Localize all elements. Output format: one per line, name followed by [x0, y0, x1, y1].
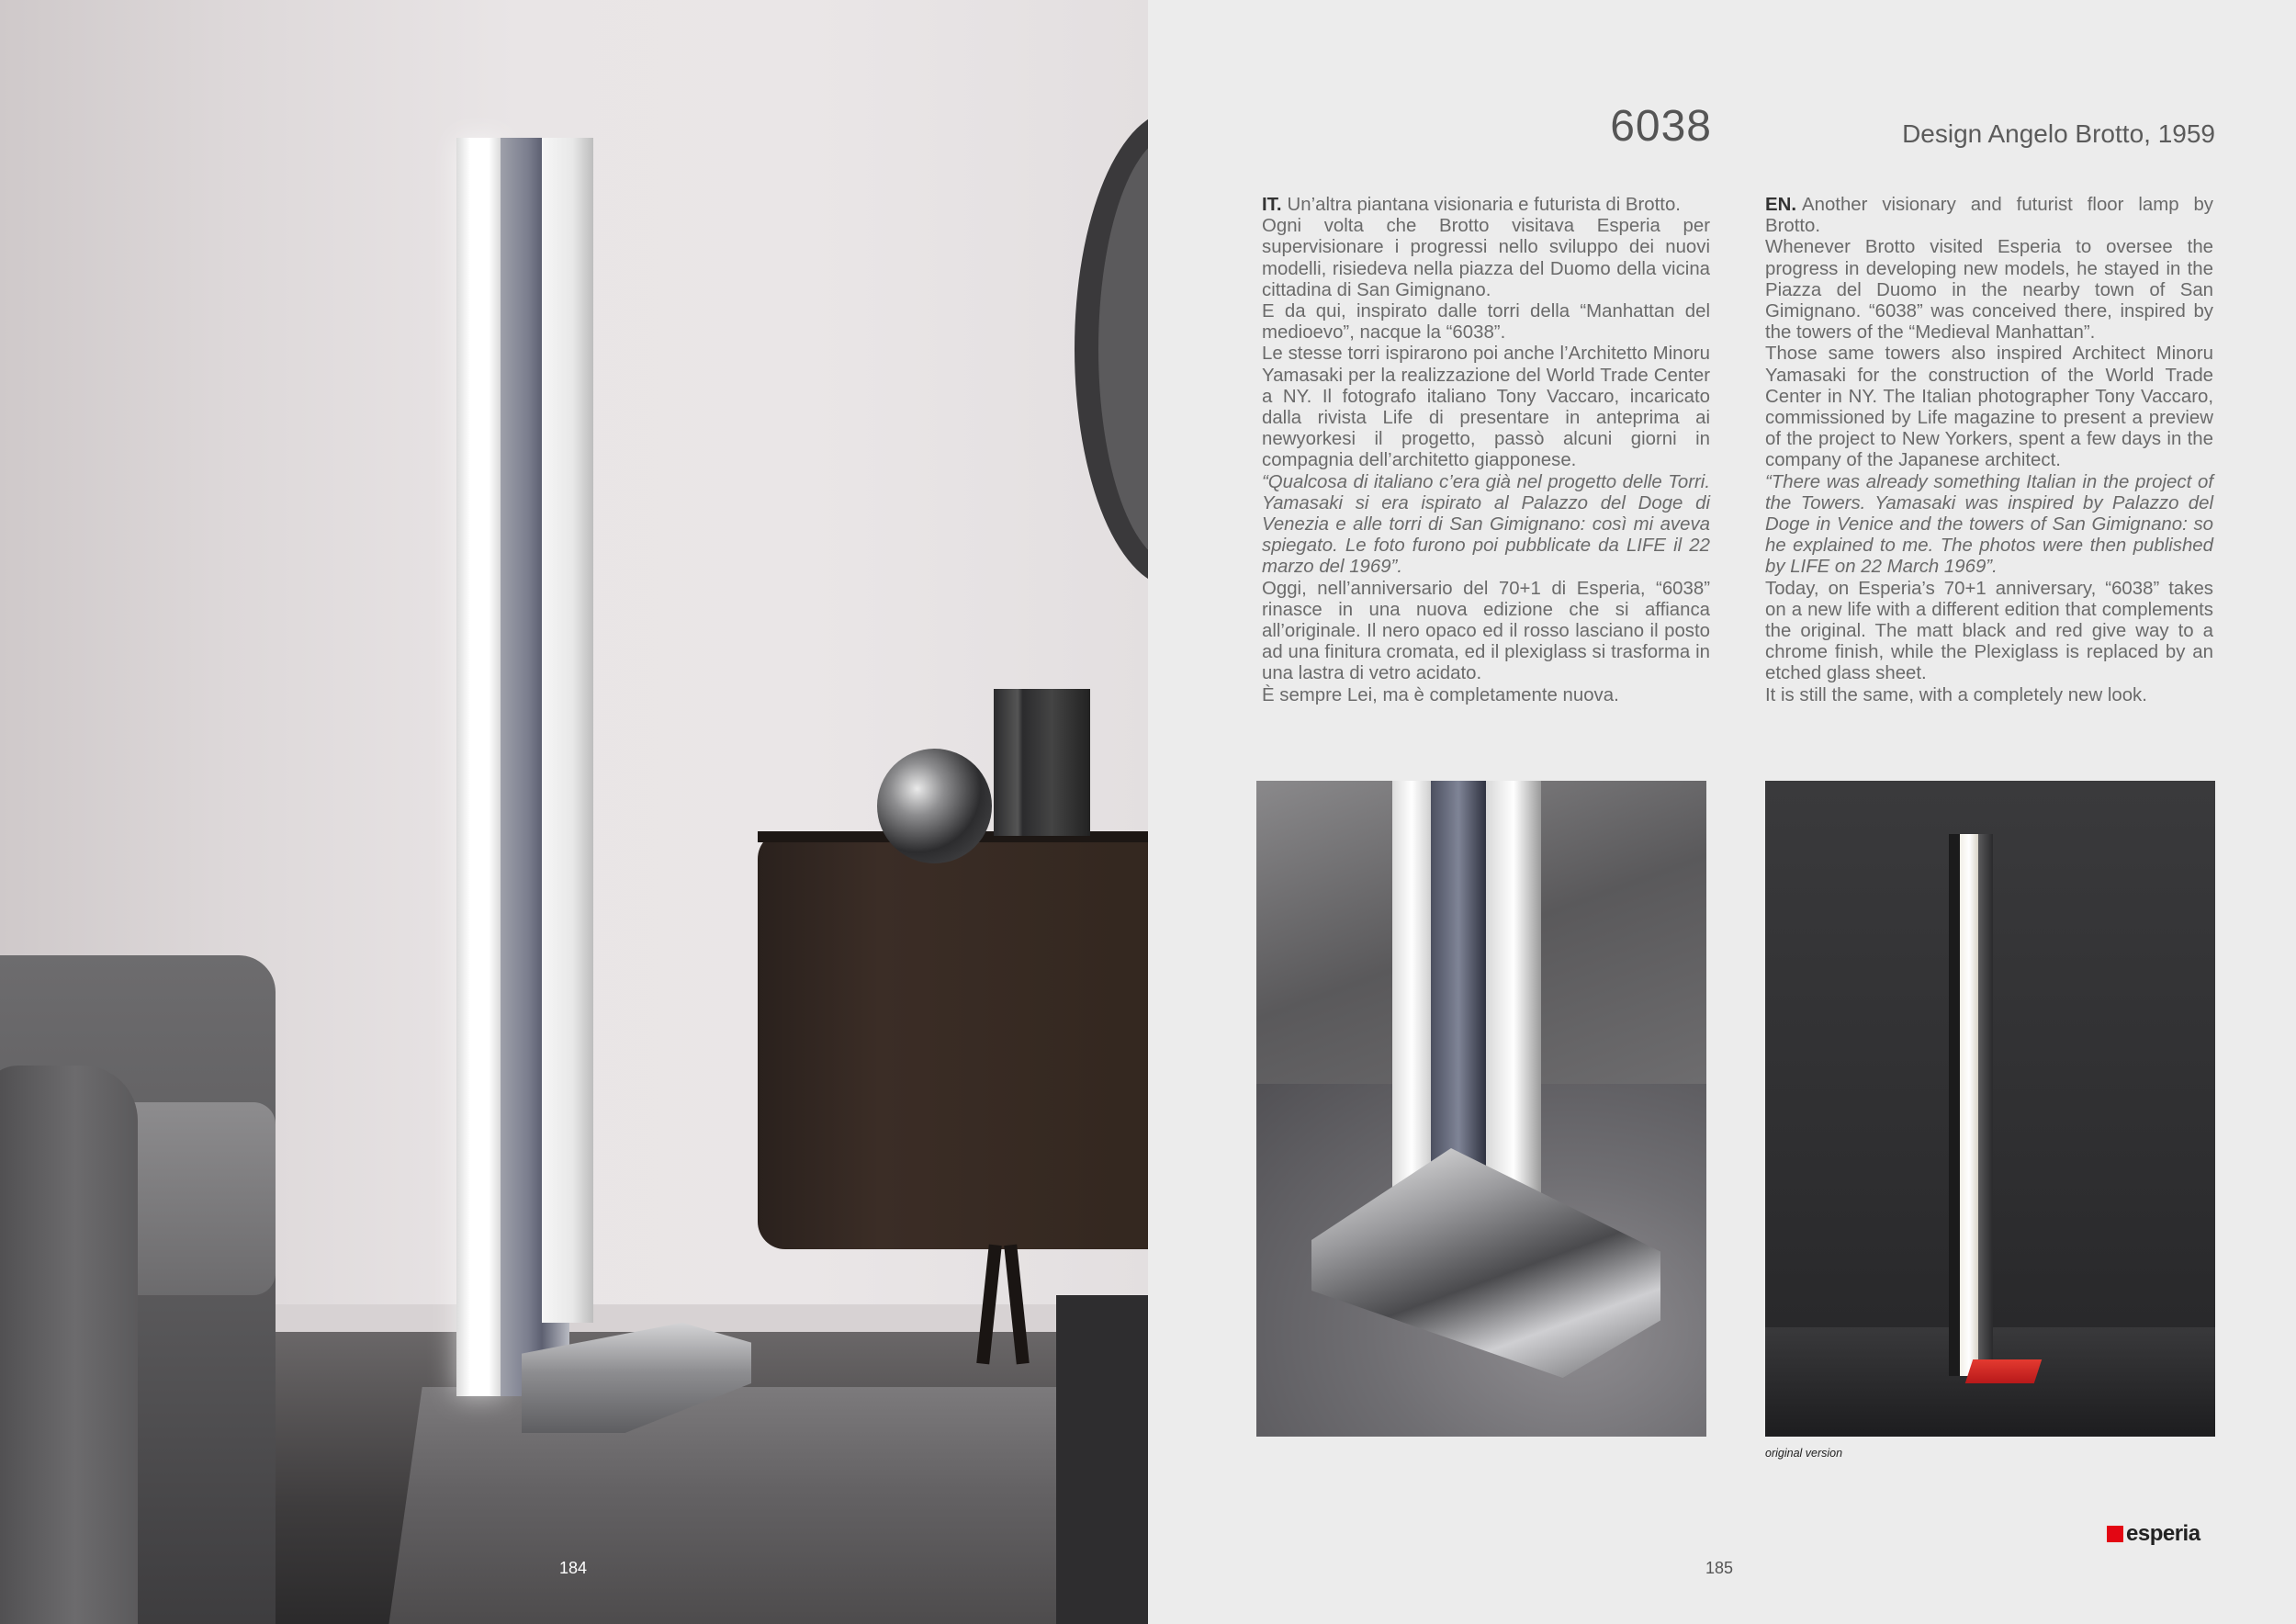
lamp-panel [1392, 781, 1431, 1212]
language-label-it: IT. [1262, 195, 1282, 215]
paragraph: E da qui, inspirato dalle torri della “Manhattan del medioevo”, nacque la “6038”. [1262, 301, 1710, 344]
paragraph: Today, on Esperia’s 70+1 anniversary, “6038” takes on a new life with a different edition that complements the original. The matt black and red give way to a chrome finish, while the Plexiglass is replaced by an etched glass sheet. [1765, 578, 2213, 684]
lamp-edge-panel [542, 138, 593, 1323]
italian-text-column [1262, 195, 1710, 706]
paragraph: Those same towers also inspired Architect Minoru Yamasaki for the construction of the World Trade Center in NY. The Italian photographer Tony Vaccaro, commissioned by Life magazine to present a preview of the project to New Yorkers, spent a few days in the company of the Japanese architect. [1765, 344, 2213, 471]
language-label-en: EN. [1765, 195, 1796, 215]
chrome-sphere-decor [877, 749, 992, 863]
lamp-side-panel [1978, 834, 1993, 1376]
paragraph: È sempre Lei, ma è completamente nuova. [1262, 684, 1619, 705]
round-mirror [1075, 110, 1148, 588]
sofa-arm [0, 1066, 138, 1624]
page-number-left: 184 [559, 1559, 588, 1577]
lamp-red-base [1965, 1359, 2042, 1383]
photo-caption: original version [1765, 1447, 1843, 1460]
sideboard-cabinet [758, 831, 1148, 1249]
lamp-light-panel [456, 138, 502, 1396]
books-decor [994, 689, 1090, 836]
logo-wordmark: esperia [2126, 1521, 2200, 1546]
design-credit: Design Angelo Brotto, 1959 [1902, 119, 2215, 148]
lamp-black-frame [1949, 834, 1960, 1376]
paragraph: Le stesse torri ispirarono poi anche l’Architetto Minoru Yamasaki per la realizzazione del World Trade Center a NY. Il fotografo italiano Tony Vaccaro, incaricato dalla rivista Life di presentare in anteprima ai newyorkesi il progetto, passò alcuni giorni in compagnia dell’architetto giapponese. [1262, 344, 1710, 471]
lamp-light-panel [1960, 834, 1978, 1376]
side-table [1056, 1295, 1148, 1624]
rug [386, 1387, 1148, 1624]
product-title: 6038 [1610, 102, 1712, 151]
english-text-column [1765, 195, 2213, 706]
lamp-panel [1486, 781, 1541, 1203]
page-number-right: 185 [1705, 1559, 1734, 1577]
paragraph: It is still the same, with a completely new look. [1765, 684, 2147, 705]
quote-paragraph: “There was already something Italian in the project of the Towers. Yamasaki was inspired by Palazzo del Doge in Venice and the towers of San Gimignano: so he explained to me. The photos were then published by LIFE on 22 March 1969”. [1765, 471, 2213, 578]
lamp-base-detail-photo [1256, 781, 1706, 1437]
quote-paragraph: “Qualcosa di italiano c’era già nel progetto delle Torri. Yamasaki si era ispirato al Palazzo del Doge di Venezia e alle torri di San Gimignano: così mi aveva spiegato. Le foto furono poi pubblicate da LIFE il 22 marzo del 1969”. [1262, 471, 1710, 578]
paragraph: Un’altra piantana visionaria e futurista di Brotto. [1287, 195, 1681, 215]
paragraph: Whenever Brotto visited Esperia to oversee the progress in developing new models, he stayed in the Piazza del Duomo in the nearby town of San Gimignano. “6038” was conceived there, inspired by the towers of the “Medieval Manhattan”. [1765, 237, 2213, 344]
original-version-photo [1765, 781, 2215, 1437]
esperia-logo [2107, 1521, 2200, 1547]
logo-red-square-icon [2107, 1526, 2123, 1542]
paragraph: Another visionary and futurist floor lamp by Brotto. [1765, 195, 2213, 237]
paragraph: Ogni volta che Brotto visitava Esperia per supervisionare i progressi nello sviluppo dei nuovi modelli, risiedeva nella piazza del Duomo della vicina cittadina di San Gimignano. [1262, 216, 1710, 300]
paragraph: Oggi, nell’anniversario del 70+1 di Esperia, “6038” rinasce in una nuova edizione che si affianca all’originale. Il nero opaco ed il rosso lasciano il posto ad una finitura cromata, ed il plexiglass si trasforma in una lastra di vetro acidato. [1262, 578, 1710, 684]
